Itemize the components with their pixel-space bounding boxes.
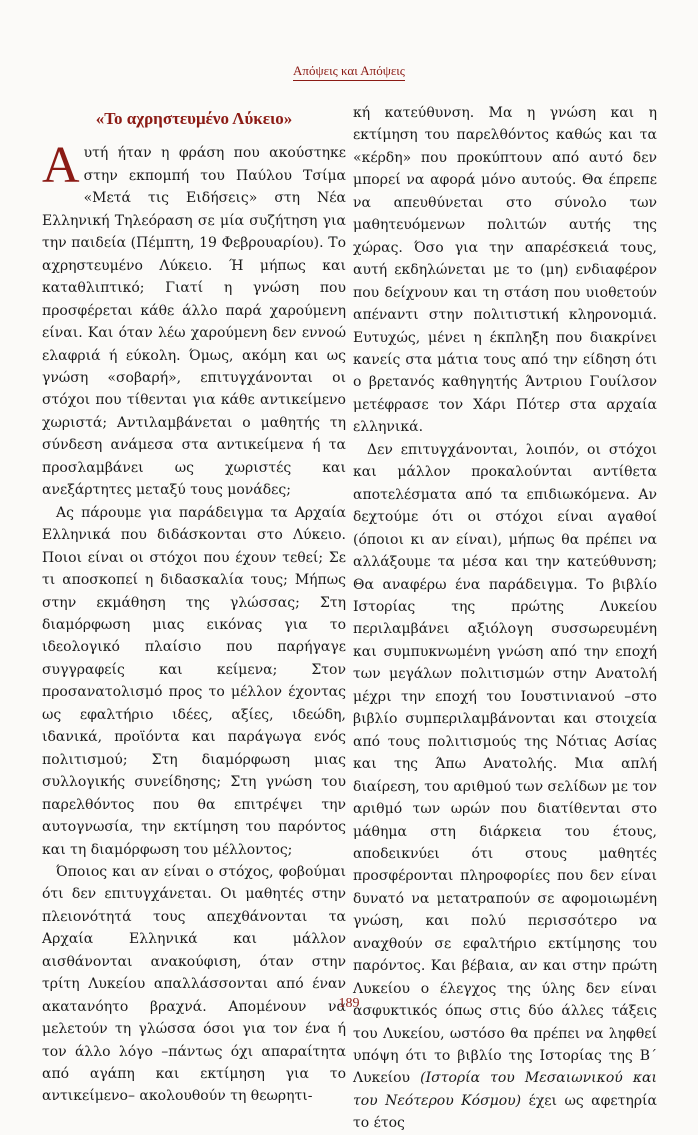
- paragraph-5: [353, 439, 657, 1135]
- article-title: «Το αχρηστευμένο Λύκειο»: [95, 109, 293, 128]
- paragraph-5-text: Δεν επιτυγχάνονται, λοιπόν, οι στόχοι και μάλλον προκαλούνται αντίθετα αποτελέσματα από τα επιδιωκόμενα. Αν δεχτούμε ότι οι στόχοι είναι αγαθοί (όποιοι κι αν είναι), μήπως θα πρέπει να αλλάξουμε τα μέσα και την κατεύθυνση; Θα αναφέρω ένα παράδειγμα. Το βιβλίο Ιστορίας της πρώτης Λυκείου περιλαμβάνει αξιόλογη συσσωρευμένη και συμπυκνωμένη γνώση από την εποχή των μεγάλων πολιτισμών στην Ανατολή μέχρι την εποχή του Ιουστινιανού –στο βιβλίο συμπεριλαμβάνονται και στοιχεία από τους πολιτισμούς της Νότιας Ασίας και της Άπω Ανατολής. Μια απλή διαίρεση, του αριθμού των σελίδων με τον αριθμό των ωρών που διατίθενται στο μάθημα στη διάρκεια του έτους, αποδεικνύει ότι στους μαθητές προσφέρονται πληροφορίες που δεν είναι δυνατό να μετατραπούν σε αφομοιωμένη γνώση, και πολύ περισσότερο να αναχθούν σε εφαλτήριο εκτίμησης του παρόντος. Και βέβαια, αν και στην πρώτη Λυκείου ο έλεγχος της ύλης δεν είναι ασφυκτικός όπως στις δύο άλλες τάξεις του Λυκείου, ωστόσο θα πρέπει να ληφθεί υπόψη ότι το βιβλίο της Ιστορίας της Β΄ Λυκείου: [353, 441, 658, 1087]
- drop-cap: Α: [42, 137, 80, 195]
- paragraph-1-text: υτή ήταν η φράση που ακούστηκε στην εκπομπή του Παύλου Τσίμα «Μετά τις Ειδήσεις» στη Νέα Ελληνική Τηλεόραση σε μία συζήτηση για την παιδεία (Πέμπτη, 19 Φεβρουαρίου). Το αχρηστευμένο Λύκειο. Ή μήπως και καταθλιπτικό; Γιατί η γνώση που προσφέρεται κάθε άλλο παρά χαρούμενη είναι. Και όταν λέω χαρούμενη δεν εννοώ ελαφριά ή εύκολη. Όμως, ακόμη και ως γνώση «σοβαρή», επιτυγχάνονται οι στόχοι που τίθενται για κάθε αντικείμενο χωριστά; Αντιλαμβάνεται ο μαθητής τη σύνδεση ανάμεσα στα αντικείμενα ή τα προσλαμβάνει ως χωριστές και ανεξάρτητες μεταξύ τους μονάδες;: [42, 145, 346, 499]
- left-column: [42, 102, 346, 1108]
- paragraph-5-end: έχει ως αφετηρία το έτος: [353, 1092, 657, 1132]
- book-title-italic: (Ιστορία του Μεσαιωνικού και του Νεότερου Κόσμου): [353, 1070, 657, 1109]
- paragraph-4: κή κατεύθυνση. Μα η γνώση και η εκτίμηση του παρελθόντος καθώς και τα «κέρδη» που προκύπτουν από αυτό δεν μπορεί να αφορά μόνο αυτούς. Θα έπρεπε να απευθύνεται στο σύνολο των μαθητευόμενων πολιτών αυτής της χώρας. Όσο για την απαρέσκειά τους, αυτή εκδηλώνεται με το (μη) ενδιαφέρον που δείχνουν και τη στάση που υιοθετούν απέναντι στην πολιτιστική κληρονομιά. Ευτυχώς, μένει η έκπληξη που διακρίνει κανείς στα μάτια τους από την είδηση ότι ο βρετανός καθηγητής Άντριου Γουίλσον μετέφρασε τον Χάρι Πότερ στα αρχαία ελληνικά.: [353, 105, 657, 436]
- running-header-title: Απόψεις και Απόψεις: [293, 63, 405, 81]
- paragraph-1: [42, 137, 346, 501]
- paragraph-3: Όποιος και αν είναι ο στόχος, φοβούμαι ότι δεν επιτυγχάνεται. Οι μαθητές στην πλειονότητά τους απεχθάνονται τα Αρχαία Ελληνικά και μάλλον αισθάνονται ανακούφιση, όταν στην τρίτη Λυκείου απαλλάσσονται από έναν ακατανόητο βραχνά. Απομένουν να μελετούν τη γλώσσα όσοι για τον ένα ή τον άλλο λόγο –πάντως όχι απαραίτητα από αγάπη και εκτίμηση για το αντικείμενο– ακολουθούν τη θεωρητι-: [42, 863, 346, 1105]
- page-number: 189: [338, 996, 360, 1011]
- right-column: [353, 102, 657, 1135]
- paragraph-2: Ας πάρουμε για παράδειγμα τα Αρχαία Ελληνικά που διδάσκονται στο Λύκειο. Ποιοι είναι οι στόχοι που έχουν τεθεί; Σε τι αποσκοπεί η διδασκαλία τους; Μήπως στην εκμάθηση της γλώσσας; Στη διαμόρφωση μιας εικόνας για το ιδεολογικό πλαίσιο που παρήγαγε συγγραφείς και κείμενα; Στον προσανατολισμό προς το μέλλον έχοντας ως εφαλτήριο ιδέες, αξίες, ιδεώδη, ιδανικά, προϊόντα και παράγωγα ενός πολιτισμού; Στη διαμόρφωση μιας συλλογικής συνείδησης; Στη γνώση του παρελθόντος που θα επιτρέψει την αυτογνωσία, την εκτίμηση του παρόντος και τη διαμόρφωση του μέλλοντος;: [42, 504, 346, 858]
- running-header: [0, 60, 698, 79]
